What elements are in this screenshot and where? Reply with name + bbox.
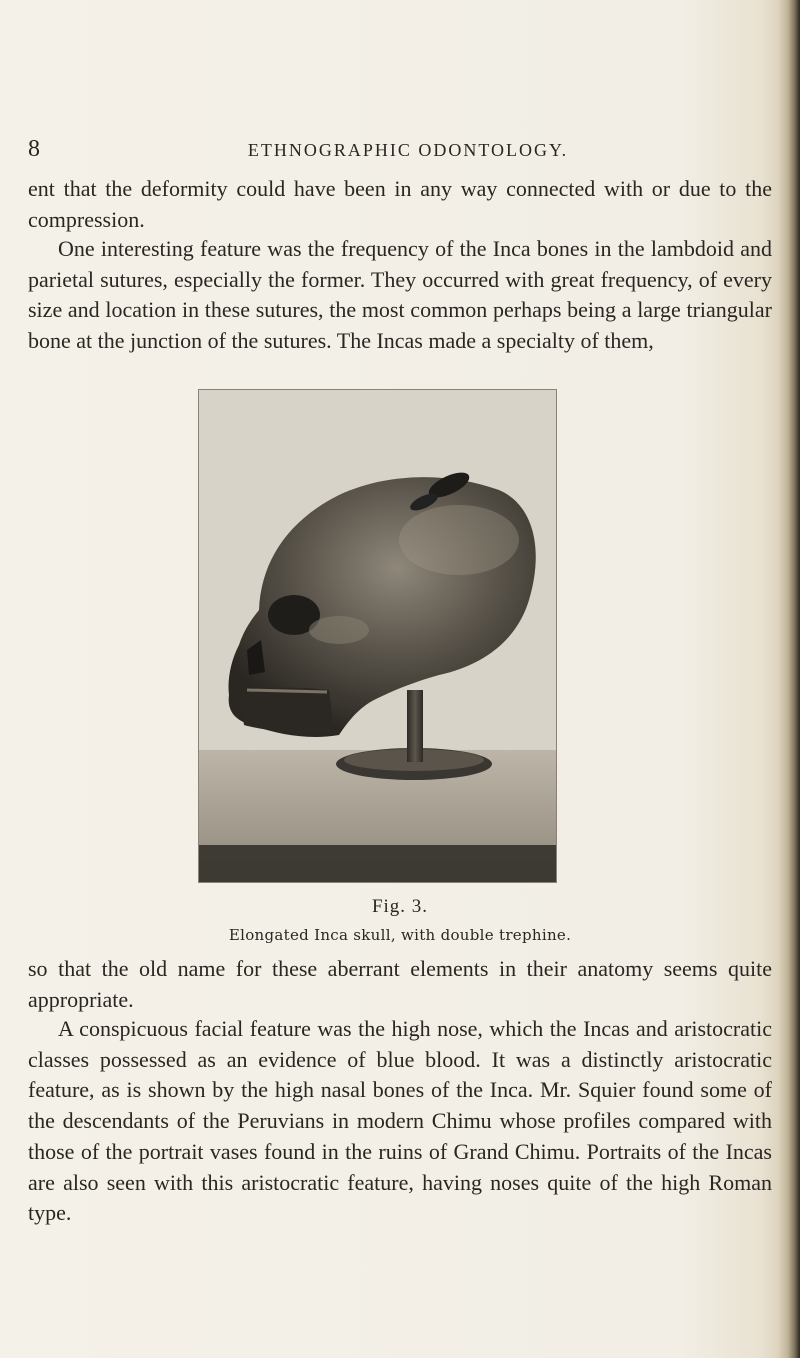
paragraph-1: ent that the deformity could have been in any way connected with or due to the compression. [28, 176, 772, 232]
page-header [28, 136, 748, 166]
skull-photo-illustration [199, 390, 556, 882]
figure-caption: Elongated Inca skull, with double trephine. [228, 926, 572, 944]
paragraph-3: so that the old name for these aberrant elements in their anatomy seems quite appropriate. [28, 956, 772, 1012]
figure-label: Fig. 3. [371, 896, 429, 917]
running-title: ETHNOGRAPHIC ODONTOLOGY. [247, 140, 569, 160]
page-number: 8 [28, 136, 41, 162]
page-edge-shadow [778, 0, 800, 1358]
skull-figure-image [198, 389, 557, 883]
paragraph-4: A conspicuous facial feature was the high nose, which the Incas and aristocratic classes possessed as an evidence of blue blood. It was a distinctly aristocratic feature, as is shown by the high nasal bones of the Inca. Mr. Squier found some of the descendants of the Peruvians in modern Chimu whose profiles compared with those of the portrait vases found in the ruins of Grand Chimu. Portraits of the Incas are also seen with this aristocratic feature, having noses quite of the high Roman type. [28, 1016, 772, 1226]
paragraph-2: One interesting feature was the frequency of the Inca bones in the lambdoid and parietal sutures, especially the former. They occurred with great frequency, of every size and location in these sutures, the most common perhaps being a large triangular bone at the junction of the sutures. The Incas made a specialty of them, [28, 236, 772, 354]
